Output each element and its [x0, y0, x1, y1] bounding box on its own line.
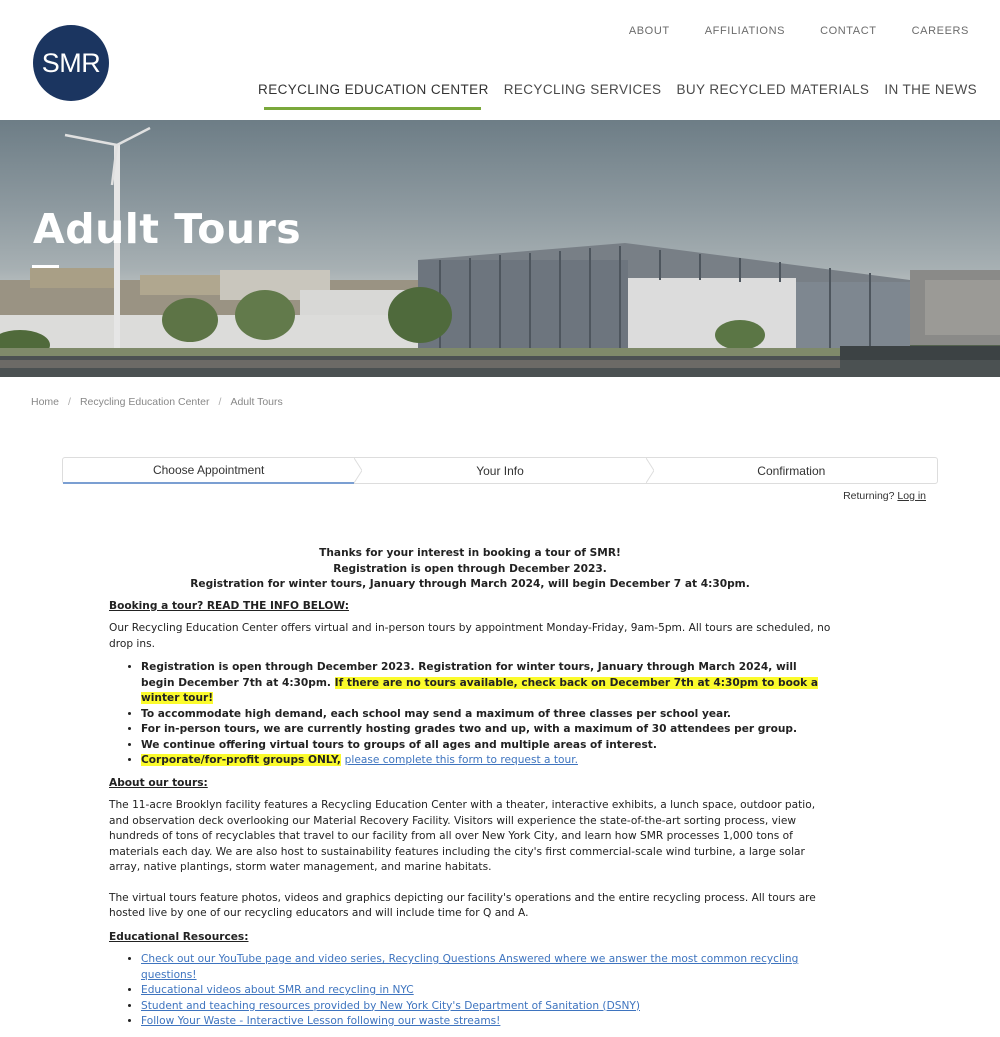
list-item	[141, 952, 831, 983]
resources-list	[109, 952, 831, 1030]
highlighted-text: Corporate/for-profit groups ONLY,	[141, 754, 341, 766]
intro-line: Registration is open through December 2023.	[333, 562, 607, 575]
returning-prompt	[843, 490, 926, 502]
booking-paragraph: Our Recycling Education Center offers virtual and in-person tours by appointment Monday-Friday, 9am-5pm. All tours are scheduled, no drop ins.	[109, 622, 831, 650]
step-label: Choose Appointment	[152, 463, 265, 477]
step-confirmation[interactable]	[646, 458, 937, 483]
main-nav	[258, 82, 977, 110]
about-heading: About our tours:	[109, 776, 208, 789]
step-your-info[interactable]	[354, 458, 645, 483]
step-label: Your Info	[476, 463, 524, 478]
list-item: • For in-person tours, we are currently hosting grades two and up, with a maximum of 30 attendees per group.	[141, 722, 831, 738]
highlighted-text: If there are no tours available, check back on December 7th at 4:30pm to book a winter tour!	[141, 676, 819, 704]
list-item	[141, 983, 831, 999]
booking-info-list	[109, 660, 831, 769]
list-item: • We continue offering virtual tours to groups of all ages and multiple areas of interest.	[141, 738, 831, 754]
intro-line: Thanks for your interest in booking a tour of SMR!	[319, 547, 621, 559]
nav-contact[interactable]: CONTACT	[820, 25, 877, 37]
list-item: • Registration is open through December 2023. Registration for winter tours, January through March 2024, will begin December 7th at 4:30pm. If there are no tours available, check back on December 7th at 4:30pm to book a winter tour!	[141, 660, 831, 707]
step-chevron-icon	[354, 458, 362, 483]
booking-steps	[62, 457, 938, 484]
page-content	[109, 546, 831, 1037]
breadcrumb-separator: /	[68, 396, 71, 408]
returning-text: Returning?	[843, 490, 895, 502]
list-item: • To accommodate high demand, each school may send a maximum of three classes per school year.	[141, 707, 831, 723]
page-title: Adult Tours	[33, 205, 302, 253]
title-underline	[32, 265, 59, 268]
step-chevron-icon	[646, 458, 654, 483]
corporate-request-form-link[interactable]: please complete this form to request a tour.	[344, 754, 578, 766]
nav-recycling-education-center[interactable]: RECYCLING EDUCATION CENTER	[258, 82, 489, 110]
smr-logo[interactable]: SMR	[33, 25, 109, 101]
hero-banner	[0, 120, 1000, 377]
dsny-resources-link[interactable]: Student and teaching resources provided by New York City's Department of Sanitation (DSNY)	[141, 999, 640, 1012]
resources-heading: Educational Resources:	[109, 930, 249, 943]
step-label: Confirmation	[757, 463, 826, 478]
breadcrumb-current: Adult Tours	[230, 396, 283, 408]
nav-affiliations[interactable]: AFFILIATIONS	[704, 25, 786, 37]
list-item	[141, 1014, 831, 1030]
educational-videos-link[interactable]: Educational videos about SMR and recycling in NYC	[141, 984, 414, 996]
login-link[interactable]: Log in	[897, 490, 926, 502]
nav-about[interactable]: ABOUT	[628, 25, 670, 37]
nav-buy-recycled-materials[interactable]: BUY RECYCLED MATERIALS	[676, 82, 870, 97]
site-header	[0, 0, 1000, 120]
utility-nav	[629, 25, 969, 37]
booking-heading: Booking a tour? READ THE INFO BELOW:	[109, 599, 350, 612]
youtube-link[interactable]: Check out our YouTube page and video series, Recycling Questions Answered where we answer the most common recycling questions!	[141, 953, 799, 981]
step-choose-appointment[interactable]	[63, 458, 354, 484]
nav-recycling-services[interactable]: RECYCLING SERVICES	[503, 82, 662, 97]
intro-line: Registration for winter tours, January through March 2024, will begin December 7 at 4:30pm.	[190, 578, 750, 590]
breadcrumb-separator: /	[218, 396, 222, 408]
breadcrumb-home[interactable]: Home	[31, 396, 60, 408]
follow-your-waste-link[interactable]: Follow Your Waste - Interactive Lesson following our waste streams!	[141, 1015, 501, 1027]
nav-careers[interactable]: CAREERS	[911, 25, 969, 37]
breadcrumb	[31, 396, 283, 408]
list-item	[141, 999, 831, 1015]
about-paragraph: The 11-acre Brooklyn facility features a Recycling Education Center with a theater, interactive exhibits, a lunch space, outdoor patio, and observation deck overlooking our Material Recovery Facility. Visitors will experience the state-of-the-art sorting process, view hundreds of tons of recyclables that travel to our facility from all over New York City, and learn how SMR processes 1,000 tons of materials each day. We are also host to sustainability features including the city's first commercial-scale wind turbine, a large solar array, native plantings, storm water management, and marine habitats.	[109, 799, 816, 873]
virtual-tours-paragraph: The virtual tours feature photos, videos and graphics depicting our facility's operations and the entire recycling process. All tours are hosted live by one of our recycling educators and will include time for Q and A.	[109, 891, 816, 919]
nav-in-the-news[interactable]: IN THE NEWS	[884, 82, 977, 97]
list-item	[141, 753, 831, 769]
breadcrumb-recycling-education-center[interactable]: Recycling Education Center	[79, 396, 210, 408]
